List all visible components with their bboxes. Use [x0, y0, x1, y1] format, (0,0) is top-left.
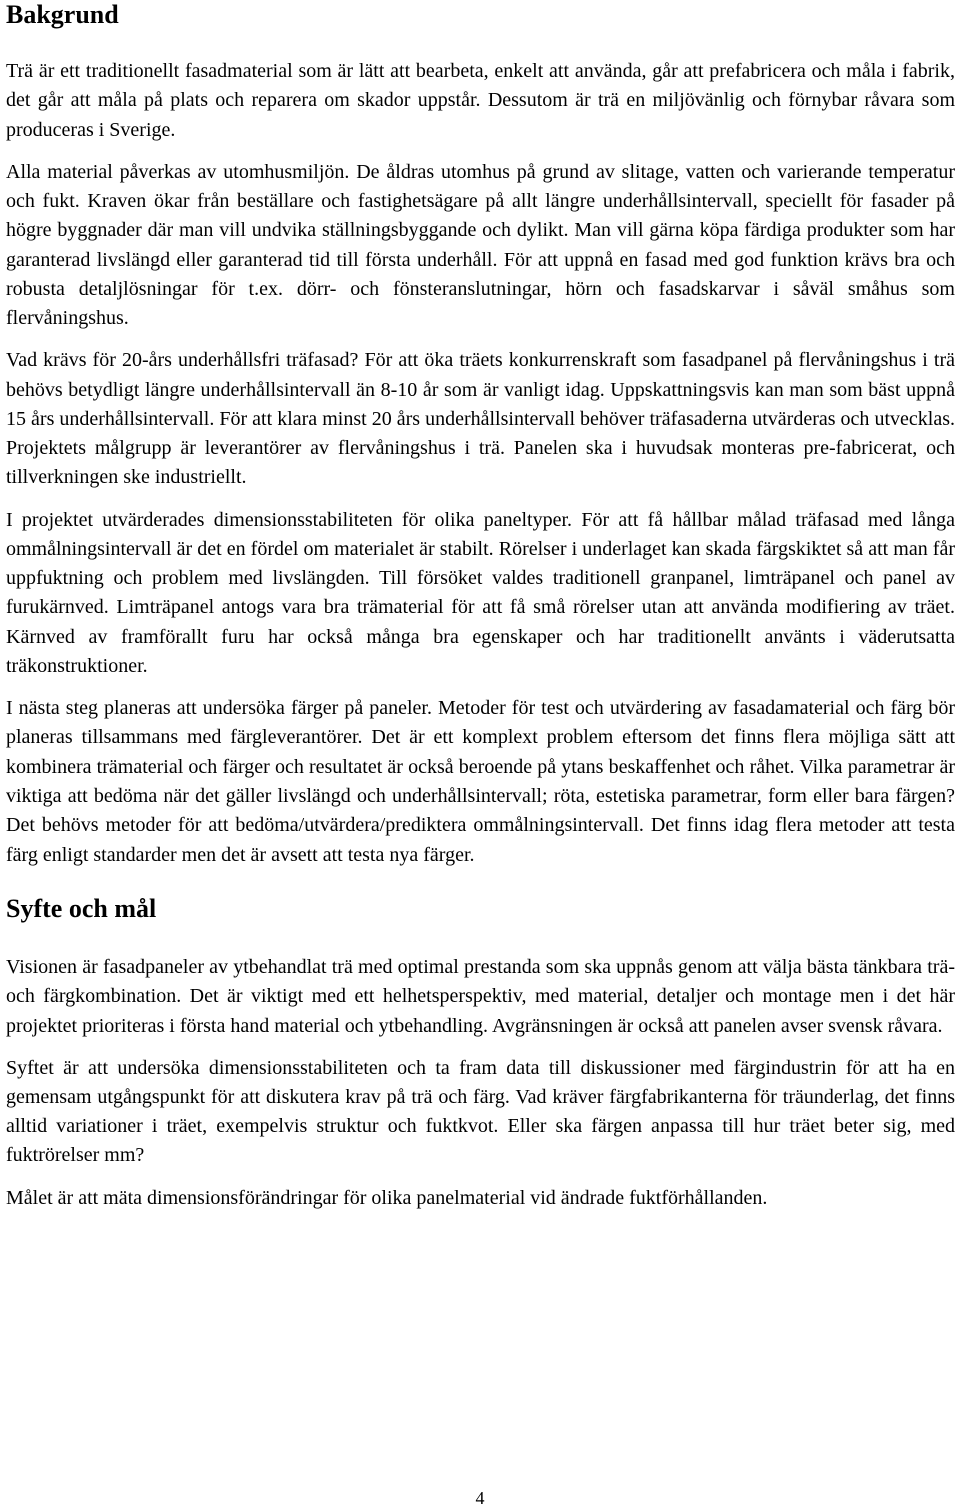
paragraph-bakgrund-2: Alla material påverkas av utomhusmiljön. De åldras utomhus på grund av slitage, vatten och varierande temperatur och fukt. Kraven ökar från beställare och fastighetsägare på allt längre underhållsintervall, speciellt för fasader på högre byggnader där man vill undvika ställningsbyggande och dylikt. Man vill gärna köpa färdiga produkter som har garanterad livslängd eller garanterad tid till första underhåll. För att uppnå en fasad med god funktion krävs bra och robusta detaljlösningar för t.ex. dörr- och fönsteranslutningar, hörn och fasadskarvar i såväl småhus som flervåningshus.	[6, 160, 955, 330]
page-number: 4	[475, 1488, 485, 1508]
section-heading-bakgrund: Bakgrund	[6, 0, 119, 29]
paragraph-syfte-1: Visionen är fasadpaneler av ytbehandlat trä med optimal prestanda som ska uppnås genom att välja bästa tänkbara trä- och färgkombination. Det är viktigt med ett helhetsperspektiv, med material, detaljer och montage men i det här projektet prioriteras i första hand material och ytbehandling. Avgränsningen är också att panelen avser svensk råvara.	[6, 955, 955, 1037]
paragraph-bakgrund-3: Vad krävs för 20-års underhållsfri träfasad? För att öka träets konkurrenskraft som fasadpanel på flervåningshus i trä behövs betydligt längre underhållsintervall än 8-10 år som är vanligt idag. Uppskattningsvis kan man som bäst uppnå 15 års underhållsintervall. För att klara minst 20 års underhållsintervall behöver träfasaderna utvärderas och utvecklas. Projektets målgrupp är leverantörer av flervåningshus i trä. Panelen ska i huvudsak monteras pre-fabricerat, och tillverkningen ske industriellt.	[6, 349, 955, 489]
paragraph-bakgrund-5: I nästa steg planeras att undersöka färger på paneler. Metoder för test och utvärdering av fasadamaterial och färg bör planeras tillsammans med färgleverantörer. Det är ett komplext problem eftersom det finns flera möjliga sätt att kombinera trämaterial och färger och resultatet är också beroende på ytans beskaffenhet och råhet. Vilka parametrar är viktiga att bedöma när det gäller livslängd och underhållsintervall; röta, estetiska parametrar, form eller bara färgen? Det behövs metoder för att bedöma/utvärdera/prediktera ommålningsintervall. Det finns idag flera metoder att testa färg enligt standarder men det är avsett att testa nya färger.	[6, 697, 955, 866]
paragraph-syfte-3: Målet är att mäta dimensionsförändringar för olika panelmaterial vid ändrade fuktförhållanden.	[6, 1186, 768, 1209]
paragraph-syfte-2: Syftet är att undersöka dimensionsstabiliteten och ta fram data till diskussioner med färgindustrin för att ha en gemensam utgångspunkt för att diskutera krav på trä och färg. Vad kräver färgfabrikanterna för träunderlag, det finns alltid variationer i träet, exempelvis struktur och fuktkvot. Eller ska färgen anpassa till hur träet beter sig, med fuktrörelser mm?	[6, 1056, 955, 1167]
paragraph-bakgrund-1: Trä är ett traditionellt fasadmaterial som är lätt att bearbeta, enkelt att använda, går att prefabricera och måla i fabrik, det går att måla på plats och reparera om skador uppstår. Dessutom är trä en miljövänlig och förnybar råvara som produceras i Sverige.	[6, 60, 955, 141]
page-content	[6, 0, 955, 1226]
paragraph-bakgrund-4: I projektet utvärderades dimensionsstabiliteten för olika paneltyper. För att få hållbar målad träfasad med långa ommålningsintervall är det en fördel om materialet är stabilt. Rörelser i underlaget kan skada färgskiktet så att man får uppfuktning och problem med livslängden. Till försöket valdes traditionell granpanel, limträpanel och panel av furukärnved. Limträpanel antogs vara bra trämaterial för att få små rörelser utan att använda modifiering av träet. Kärnved av framförallt furu har också många bra egenskaper och har traditionellt använts i väderutsatta träkonstruktioner.	[6, 508, 955, 678]
section-heading-syfte-och-mal: Syfte och mål	[6, 893, 157, 923]
